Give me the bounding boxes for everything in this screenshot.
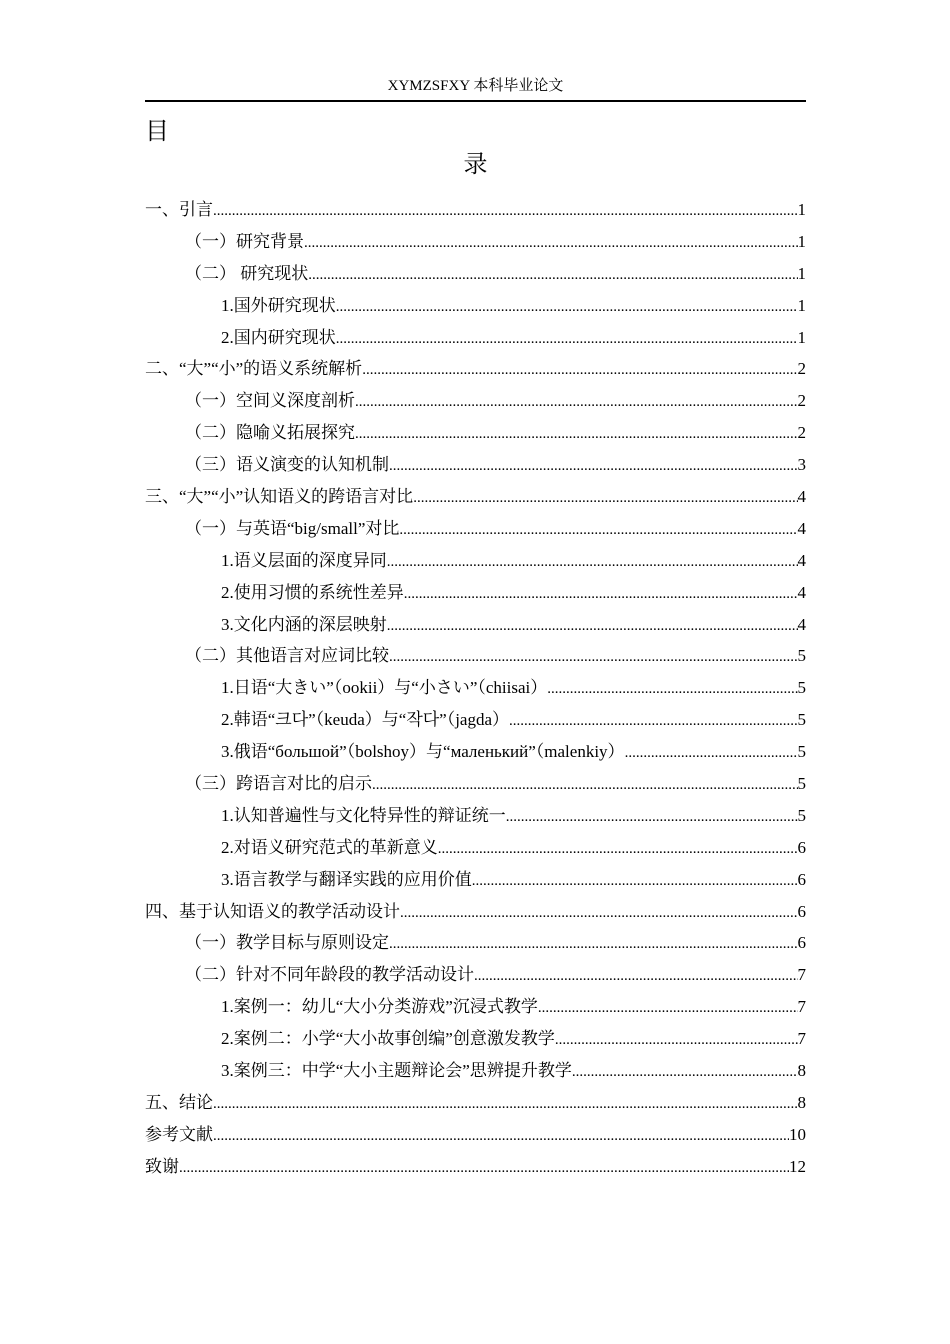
toc-page-number: 1 bbox=[797, 200, 806, 219]
toc-entry-title: 五、结论 bbox=[145, 1092, 213, 1112]
toc-entry[interactable] bbox=[145, 258, 806, 290]
toc-page-number: 4 bbox=[797, 487, 806, 507]
toc-entry[interactable] bbox=[145, 991, 806, 1023]
header-rule bbox=[145, 100, 806, 102]
toc-page-number: 5 bbox=[797, 805, 806, 825]
toc-page-number: 10 bbox=[789, 1124, 806, 1144]
toc-dot-leader bbox=[304, 228, 798, 260]
toc-entry[interactable] bbox=[145, 736, 806, 768]
toc-entry-title: （二）其他语言对应词比较 bbox=[185, 646, 389, 666]
toc-entry-title: （二）针对不同年龄段的教学活动设计 bbox=[185, 965, 474, 985]
toc-entry-title: 2.使用习惯的系统性差异 bbox=[221, 582, 404, 602]
toc-dot-leader bbox=[399, 515, 797, 547]
toc-page-number: 5 bbox=[797, 742, 806, 762]
toc-title-first-char: 目 bbox=[145, 117, 169, 145]
toc-page-number: 4 bbox=[797, 582, 806, 602]
toc-entry[interactable] bbox=[145, 577, 806, 609]
toc-entry-title: 3.俄语“большой”（bolshoy）与“маленький”（malenkiy） bbox=[221, 742, 625, 762]
toc-page-number: 8 bbox=[797, 1092, 806, 1112]
toc-entry[interactable] bbox=[145, 640, 806, 672]
toc-entry-title: 三、“大”“小”认知语义的跨语言对比 bbox=[145, 487, 414, 507]
toc-dot-leader bbox=[400, 898, 798, 930]
toc-dot-leader bbox=[538, 993, 798, 1025]
toc-dot-leader bbox=[355, 387, 798, 419]
toc-entry-title: 2.韩语“크다”（keuda）与“작다”（jagda） bbox=[221, 710, 510, 730]
toc-entry[interactable] bbox=[145, 1119, 806, 1151]
toc-page-number: 1 bbox=[797, 327, 806, 347]
toc-page-number: 2 bbox=[797, 391, 806, 411]
toc-page-number: 6 bbox=[797, 933, 806, 953]
toc-page-number: 5 bbox=[797, 646, 806, 666]
toc-entry-title: （一）研究背景 bbox=[185, 231, 304, 251]
toc-entry[interactable] bbox=[145, 768, 806, 800]
toc-dot-leader bbox=[389, 642, 798, 674]
toc-entry-title: 3.案例三：中学“大小主题辩论会”思辨提升教学 bbox=[221, 1061, 572, 1081]
toc-entry[interactable] bbox=[145, 800, 806, 832]
toc-page-number: 6 bbox=[797, 901, 806, 921]
toc-entry-title: （二）隐喻义拓展探究 bbox=[185, 423, 355, 443]
toc-entry-title: （一）空间义深度剖析 bbox=[185, 391, 355, 411]
toc-dot-leader bbox=[474, 961, 798, 993]
toc-page-number: 2 bbox=[797, 423, 806, 443]
toc-entry[interactable] bbox=[145, 545, 806, 577]
toc-page-number: 3 bbox=[797, 455, 806, 475]
toc-entry[interactable] bbox=[145, 704, 806, 736]
toc-dot-leader bbox=[179, 1153, 789, 1185]
toc-dot-leader bbox=[404, 579, 798, 611]
toc-entry-title: （二） 研究现状 bbox=[185, 263, 309, 283]
toc-entry[interactable] bbox=[145, 1055, 806, 1087]
toc-page-number: 7 bbox=[797, 965, 806, 985]
toc-entry[interactable] bbox=[145, 194, 806, 226]
toc-entry-title: 2.案例二：小学“大小故事创编”创意激发教学 bbox=[221, 1029, 555, 1049]
toc-dot-leader bbox=[389, 929, 798, 961]
toc-entry-title: 2.国内研究现状 bbox=[221, 327, 336, 347]
toc-entry[interactable] bbox=[145, 1087, 806, 1119]
toc-entry-title: 四、基于认知语义的教学活动设计 bbox=[145, 901, 400, 921]
toc-dot-leader bbox=[213, 1089, 798, 1121]
toc-page-number: 8 bbox=[797, 1061, 806, 1081]
toc-dot-leader bbox=[372, 770, 798, 802]
running-header: XYMZSFXY 本科毕业论文 bbox=[387, 78, 564, 94]
toc-page-number: 6 bbox=[797, 869, 806, 889]
toc-entry[interactable] bbox=[145, 927, 806, 959]
toc-entry-title: （三）语义演变的认知机制 bbox=[185, 455, 389, 475]
toc-entry[interactable] bbox=[145, 864, 806, 896]
toc-entry-title: 一、引言 bbox=[145, 200, 213, 219]
toc-dot-leader bbox=[336, 292, 798, 324]
toc-page-number: 1 bbox=[797, 263, 806, 283]
toc-entry-title: （三）跨语言对比的启示 bbox=[185, 774, 372, 794]
toc-entry-title: 二、“大”“小”的语义系统解析 bbox=[145, 359, 363, 379]
toc-page-number: 12 bbox=[789, 1156, 806, 1176]
toc-page-number: 2 bbox=[797, 359, 806, 379]
toc-dot-leader bbox=[389, 451, 798, 483]
toc-entry[interactable] bbox=[145, 896, 806, 928]
toc-page-number: 5 bbox=[797, 710, 806, 730]
toc-dot-leader bbox=[387, 547, 798, 579]
toc-dot-leader bbox=[362, 355, 797, 387]
toc-entry[interactable] bbox=[145, 513, 806, 545]
toc-page-number: 1 bbox=[797, 295, 806, 315]
toc-page-number: 5 bbox=[797, 678, 806, 698]
toc-page-number: 6 bbox=[797, 837, 806, 857]
toc-dot-leader bbox=[572, 1057, 798, 1089]
toc-dot-leader bbox=[509, 706, 797, 738]
toc-entry-title: 1.日语“大きい”（ookii）与“小さい”（chiisai） bbox=[221, 678, 548, 698]
toc-entry-title: 3.语言教学与翻译实践的应用价值 bbox=[221, 869, 472, 889]
toc-dot-leader bbox=[506, 802, 798, 834]
toc-entry[interactable] bbox=[145, 226, 806, 258]
toc-entry-title: 1.国外研究现状 bbox=[221, 295, 336, 315]
toc-entry[interactable] bbox=[145, 322, 806, 354]
toc-entry[interactable] bbox=[145, 1151, 806, 1183]
toc-page-number: 5 bbox=[797, 774, 806, 794]
toc-entry[interactable] bbox=[145, 449, 806, 481]
toc-entry-title: 2.对语义研究范式的革新意义 bbox=[221, 837, 438, 857]
toc-dot-leader bbox=[547, 674, 797, 706]
toc-page-number: 4 bbox=[797, 614, 806, 634]
toc-entry[interactable] bbox=[145, 353, 806, 385]
toc-entry-title: 3.文化内涵的深层映射 bbox=[221, 614, 387, 634]
toc-dot-leader bbox=[213, 1121, 789, 1153]
toc-entry[interactable] bbox=[145, 609, 806, 641]
toc-entry[interactable] bbox=[145, 672, 806, 704]
toc-entry-title: 参考文献 bbox=[145, 1124, 213, 1144]
toc-page-number: 4 bbox=[797, 550, 806, 570]
toc-entry[interactable] bbox=[145, 959, 806, 991]
toc-entry[interactable] bbox=[145, 1023, 806, 1055]
toc-dot-leader bbox=[438, 834, 798, 866]
toc-entry-title: 1.语义层面的深度异同 bbox=[221, 550, 387, 570]
toc-dot-leader bbox=[355, 419, 798, 451]
toc-page-number: 7 bbox=[797, 997, 806, 1017]
toc-dot-leader bbox=[308, 260, 797, 292]
toc-entry-title: 1.案例一：幼儿“大小分类游戏”沉浸式教学 bbox=[221, 997, 538, 1017]
toc-title-second-char: 录 bbox=[463, 150, 488, 178]
toc-page-number: 4 bbox=[797, 518, 806, 538]
toc-dot-leader bbox=[625, 738, 798, 770]
toc-dot-leader bbox=[213, 196, 798, 228]
toc-entry[interactable] bbox=[145, 385, 806, 417]
toc-page-number: 7 bbox=[797, 1029, 806, 1049]
toc-entry-title: 致谢 bbox=[145, 1156, 179, 1176]
toc-entry[interactable] bbox=[145, 832, 806, 864]
toc-page-number: 1 bbox=[797, 231, 806, 251]
toc-dot-leader bbox=[472, 866, 798, 898]
toc-dot-leader bbox=[387, 611, 798, 643]
toc-entry[interactable] bbox=[145, 290, 806, 322]
toc-dot-leader bbox=[555, 1025, 798, 1057]
toc-entry-title: （一）教学目标与原则设定 bbox=[185, 933, 389, 953]
toc-entry-title: 1.认知普遍性与文化特异性的辩证统一 bbox=[221, 805, 506, 825]
toc-entry[interactable] bbox=[145, 481, 806, 513]
toc-entry[interactable] bbox=[145, 417, 806, 449]
toc-entry-title: （一）与英语“big/small”对比 bbox=[185, 518, 400, 538]
toc-dot-leader bbox=[413, 483, 797, 515]
table-of-contents bbox=[145, 194, 806, 1183]
toc-dot-leader bbox=[336, 324, 798, 356]
